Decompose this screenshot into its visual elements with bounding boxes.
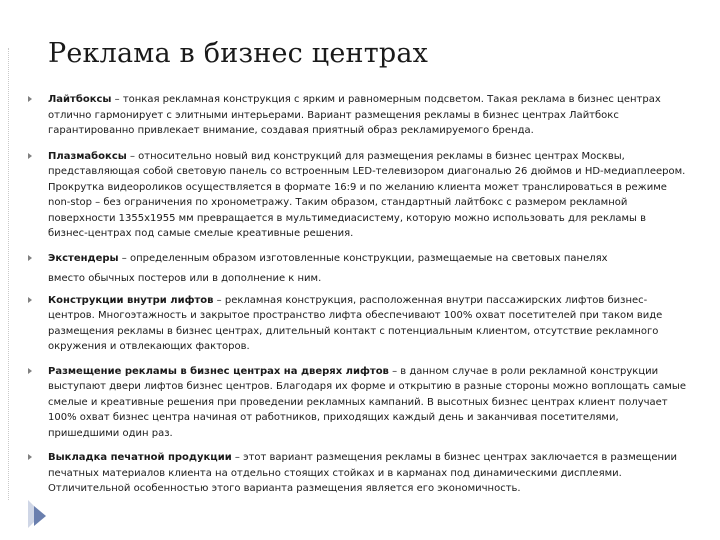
item-text: – тонкая рекламная конструкция с ярким и равномерным подсветом. Такая реклама в бизнес центрах отлично гармонирует с элитными интерьерами. Вариант размещения рекламы в бизнес центрах Лайтбокс гарантированно привлекает внимание, создавая приятный образ рекламируемого бренда. — [48, 94, 661, 136]
triangle-bullet-icon — [28, 368, 32, 374]
bullet-list — [28, 92, 688, 497]
item-term: Конструкции внутри лифтов — [48, 294, 214, 306]
slide-title: Реклама в бизнес центрах — [48, 38, 429, 69]
item-text: – этот вариант размещения рекламы в бизнес центрах заключается в размещении печатных материалов клиента на отдельно стоящих стойках и в карманах под динамическими дисплеями. Отличительной особенностью этого варианта размещения является его экономичность. — [48, 452, 678, 494]
list-item-printed-materials — [28, 450, 688, 497]
corner-ornament-icon — [28, 500, 52, 528]
triangle-bullet-icon — [28, 255, 32, 261]
triangle-bullet-icon — [28, 297, 32, 303]
item-term: Плазмабоксы — [48, 150, 127, 162]
list-item-plasmaboxes — [28, 149, 688, 242]
item-text: – в данном случае в роли рекламной конструкции выступают двери лифтов бизнес центров. Благодаря их форме и открытию в разные стороны можно воплощать самые смелые и креативные решения при проведении рекламных кампаний. В высотных бизнес центрах клиент получает 100% охват бизнес центра начиная от работников, приходящих каждый день и заканчивая посетителями, пришедшими один раз. — [48, 365, 686, 439]
list-item-elevator-interiors — [28, 293, 688, 355]
list-item-extenders — [28, 251, 688, 287]
triangle-bullet-icon — [28, 153, 32, 159]
item-text-continuation: вместо обычных постеров или в дополнение к ним. — [48, 273, 322, 284]
item-term: Выкладка печатной продукции — [48, 452, 232, 463]
list-item-elevator-doors — [28, 364, 688, 442]
left-dotted-rule — [8, 48, 9, 500]
item-term: Размещение рекламы в бизнес центрах на дверях лифтов — [48, 365, 389, 377]
item-text: – относительно новый вид конструкций для размещения рекламы в бизнес центрах Москвы, представляющая собой световую панель со встроенным LED-телевизором диагональю 26 дюймов и HD-медиаплеером. Прокрутка видеороликов осуществляется в формате 16:9 и по желанию клиента может транслироваться в режиме non-stop – без ограничения по хронометражу. Таким образом, стандартный лайтбокс с размером рекламной поверхности 1355x1955 мм превращается в мультимедиасистему, которую можно использовать для рекламы в бизнес-центрах под самые смелые креативные решения. — [48, 150, 686, 239]
item-text: – определенным образом изготовленные конструкции, размещаемые на световых панелях — [118, 252, 608, 264]
list-item-lightboxes — [28, 92, 688, 139]
triangle-bullet-icon — [28, 454, 32, 460]
triangle-bullet-icon — [28, 96, 32, 102]
item-term: Экстендеры — [48, 252, 119, 264]
item-text: – рекламная конструкция, расположенная внутри пассажирских лифтов бизнес-центров. Многоэтажность и закрытое пространство лифта обеспечивают 100% охват посетителей при таком виде размещения рекламы в бизнес центрах, длительный контакт с потенциальным клиентом, отсутствие рекламного окружения и отвлекающих факторов. — [48, 294, 663, 352]
item-term: Лайтбоксы — [48, 94, 112, 105]
